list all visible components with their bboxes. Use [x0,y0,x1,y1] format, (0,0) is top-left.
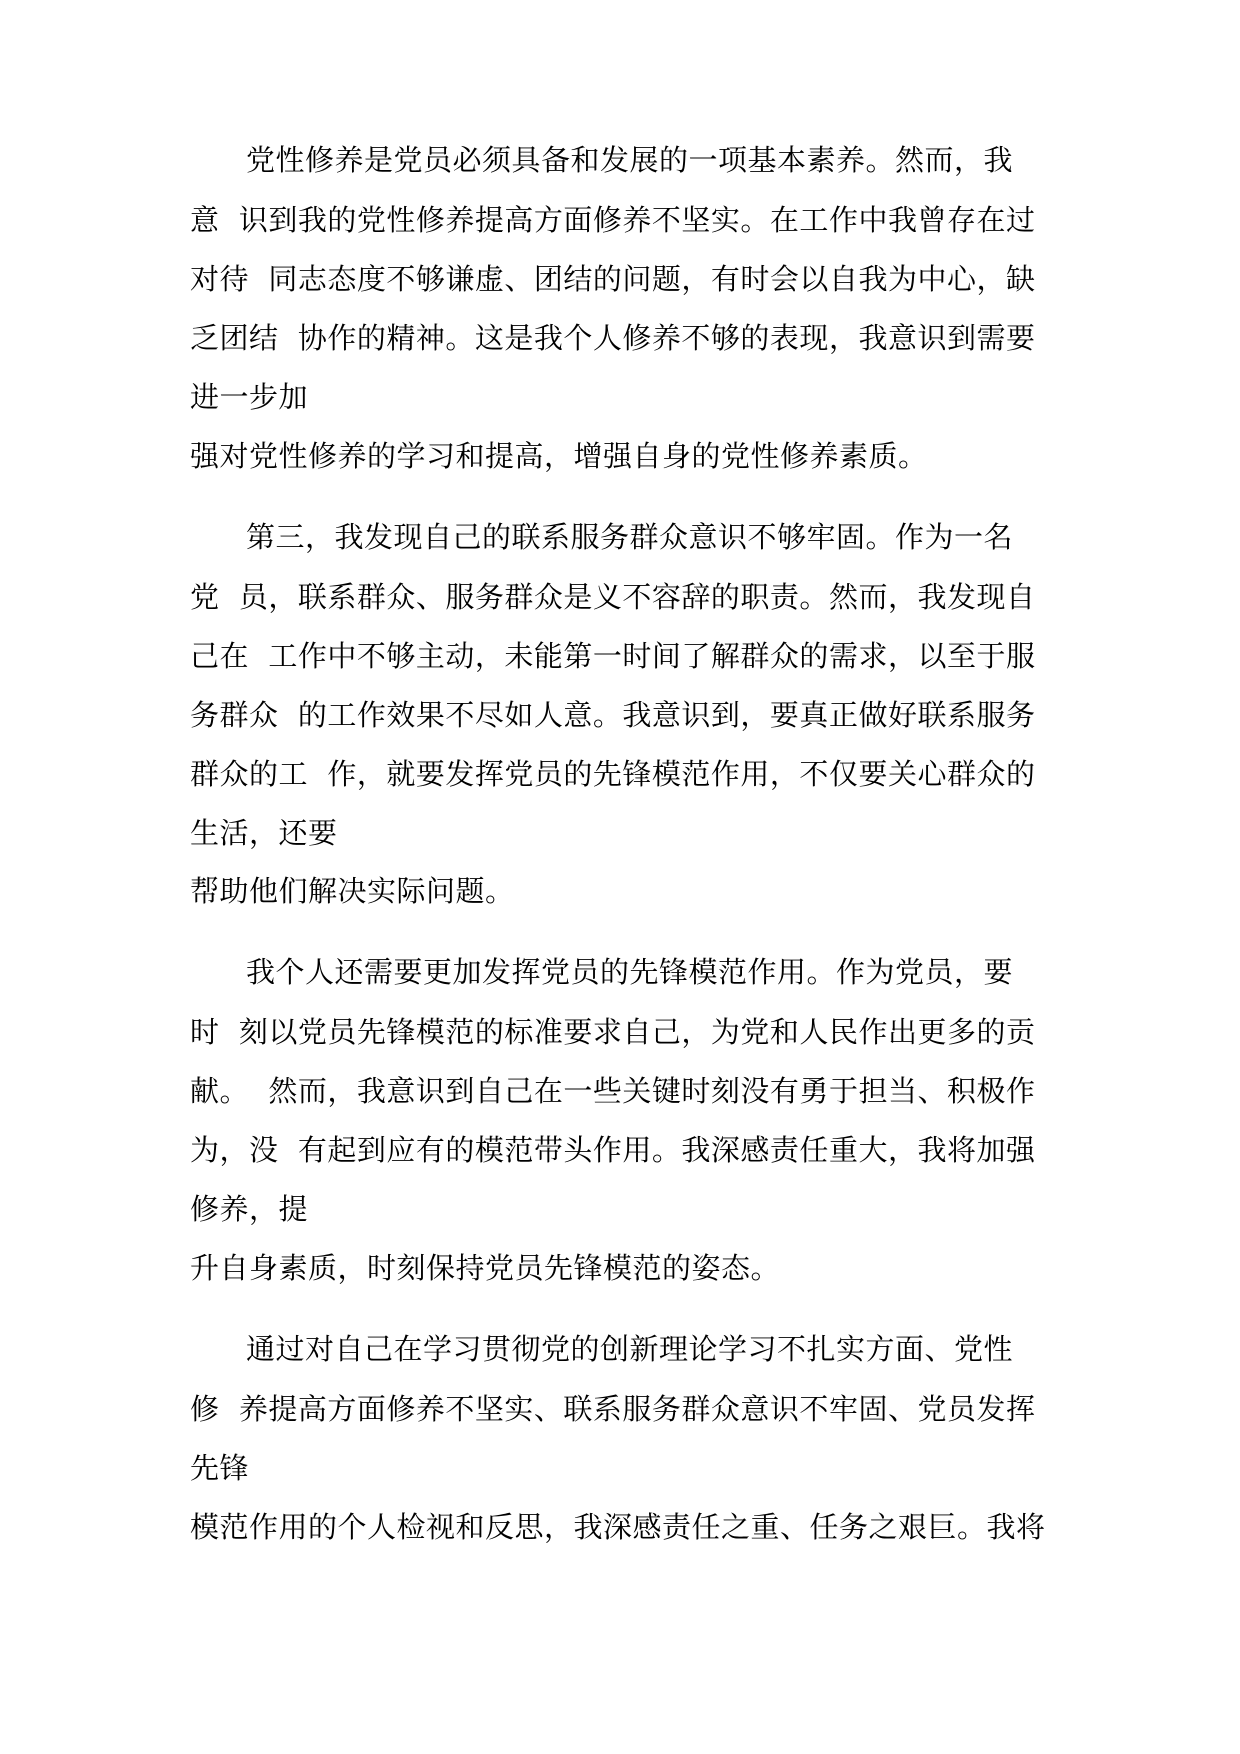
paragraph-1-line-5: 进一步加 [190,380,309,414]
paragraph-1-line-2: 意 识到我的党性修养提高方面修养不坚实。在工作中我曾存在过 [190,203,1036,237]
paragraph-4-line-2: 修 养提高方面修养不坚实、联系服务群众意识不牢固、党员发挥 [190,1392,1036,1426]
paragraph-3-line-5: 修养，提 [190,1192,309,1226]
paragraph-4-line-3: 先锋 [190,1451,250,1485]
paragraph-3-line-2: 时 刻以党员先锋模范的标准要求自己，为党和人民作出更多的贡 [190,1015,1036,1049]
paragraph-2-line-4: 务群众 的工作效果不尽如人意。我意识到，要真正做好联系服务 [190,698,1036,732]
paragraph-2-line-1: 第三，我发现自己的联系服务群众意识不够牢固。作为一名 [246,520,1014,554]
paragraph-3-line-4: 为，没 有起到应有的模范带头作用。我深感责任重大，我将加强 [190,1133,1036,1167]
paragraph-2-line-6: 生活，还要 [190,816,338,850]
paragraph-4-line-4: 模范作用的个人检视和反思，我深感责任之重、任务之艰巨。我将 [190,1510,1046,1544]
paragraph-2-line-2: 党 员，联系群众、服务群众是义不容辞的职责。然而，我发现自 [190,580,1036,614]
paragraph-2-line-3: 己在 工作中不够主动，未能第一时间了解群众的需求，以至于服 [190,639,1036,673]
paragraph-1-line-3: 对待 同志态度不够谦虚、团结的问题，有时会以自我为中心，缺 [190,262,1036,296]
paragraph-4-line-1: 通过对自己在学习贯彻党的创新理论学习不扎实方面、党性 [246,1332,1014,1366]
paragraph-3-line-6: 升自身素质，时刻保持党员先锋模范的姿态。 [190,1251,781,1285]
paragraph-2-line-5: 群众的工 作，就要发挥党员的先锋模范作用，不仅要关心群众的 [190,757,1036,791]
paragraph-1-line-1: 党性修养是党员必须具备和发展的一项基本素养。然而，我 [246,143,1014,177]
paragraph-1-line-4: 乏团结 协作的精神。这是我个人修养不够的表现，我意识到需要 [190,321,1036,355]
paragraph-1-line-6: 强对党性修养的学习和提高，增强自身的党性修养素质。 [190,439,928,473]
paragraph-2-line-7: 帮助他们解决实际问题。 [190,874,515,908]
paragraph-3-line-3: 献。 然而，我意识到自己在一些关键时刻没有勇于担当、积极作 [190,1074,1036,1108]
paragraph-3-line-1: 我个人还需要更加发挥党员的先锋模范作用。作为党员，要 [246,955,1014,989]
